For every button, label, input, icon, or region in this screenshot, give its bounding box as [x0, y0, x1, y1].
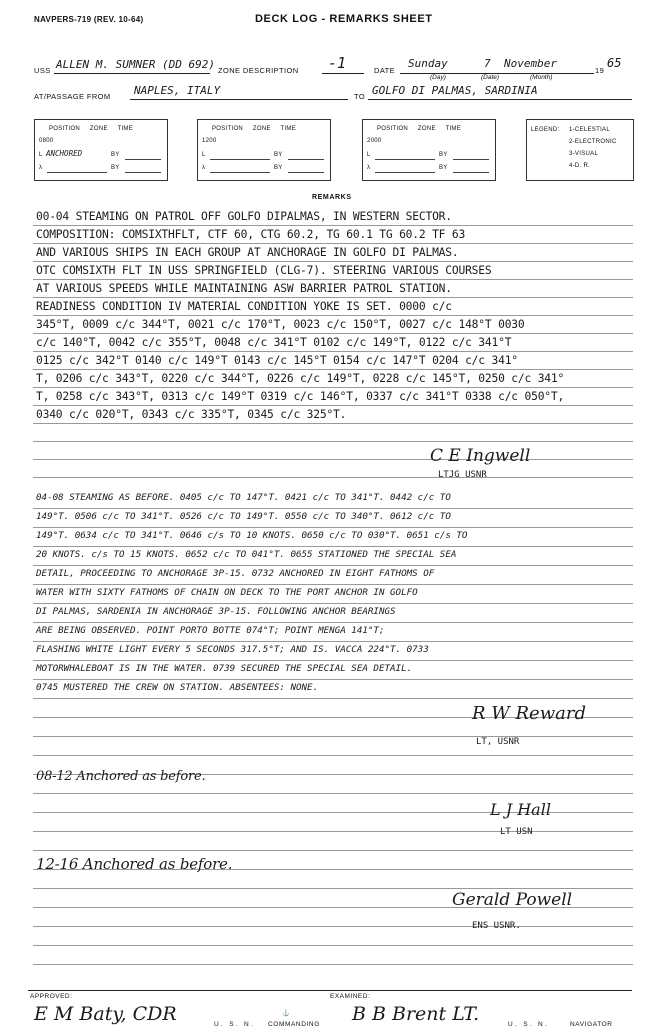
position-box-lambda-label: λ	[367, 165, 371, 171]
zone-field	[322, 56, 364, 74]
remarks-title: REMARKS	[312, 194, 352, 201]
ruled-line	[33, 641, 633, 642]
approved-usn: U. S. N.	[214, 1021, 256, 1028]
position-box-l-label: L	[367, 152, 371, 158]
ruled-line	[33, 441, 633, 442]
examined-signature: B B Brent LT.	[352, 1003, 480, 1025]
from-field	[130, 82, 348, 100]
signature-0812: L J Hall	[490, 800, 551, 819]
position-box-head: POSITION ZONE TIME	[377, 126, 462, 132]
position-box-by-line	[453, 159, 489, 160]
date-day: Sunday	[408, 57, 448, 70]
examined-role: NAVIGATOR	[570, 1021, 613, 1028]
legend-item: 3-VISUAL	[569, 151, 599, 157]
legend-item: 1-CELESTIAL	[569, 127, 610, 133]
position-box-by2-line	[288, 172, 324, 173]
signature-0004: C E Ingwell	[430, 446, 531, 466]
position-box-l-line	[375, 159, 435, 160]
log-line: 0340 c/c 020°T, 0343 c/c 335°T, 0345 c/c 325°T.	[36, 408, 347, 421]
ruled-line	[33, 584, 633, 585]
ruled-line	[33, 279, 633, 280]
examined-usn: U. S. N.	[508, 1021, 550, 1028]
log-line: ARE BEING OBSERVED. POINT PORTO BOTTE 074°T; POINT MENGA 141°T;	[36, 625, 385, 636]
ruled-line	[33, 565, 633, 566]
ruled-line	[33, 225, 633, 226]
ruled-line	[33, 369, 633, 370]
approved-label: APPROVED:	[30, 993, 73, 1000]
position-box-by2-line	[125, 172, 161, 173]
position-box-by2-line	[453, 172, 489, 173]
zone-label: ZONE DESCRIPTION	[218, 66, 299, 75]
legend-item: 2-ELECTRONIC	[569, 139, 617, 145]
to-value: GOLFO DI PALMAS, SARDINIA	[372, 84, 538, 97]
ruled-line	[33, 698, 633, 699]
uss-name-field	[54, 56, 215, 74]
passage-label: AT/PASSAGE FROM	[34, 92, 111, 101]
ruled-line	[33, 423, 633, 424]
position-box-lambda-line	[210, 172, 270, 173]
log-line: AT VARIOUS SPEEDS WHILE MAINTAINING ASW BARRIER PATROL STATION.	[36, 282, 452, 295]
legend-item: 4-D. R.	[569, 163, 591, 169]
anchor-icon: ⚓	[282, 1011, 290, 1017]
log-line: WATER WITH SIXTY FATHOMS OF CHAIN ON DECK TO THE PORT ANCHOR IN GOLFO	[36, 587, 418, 598]
log-line: T, 0258 c/c 343°T, 0313 c/c 149°T 0319 c/c 146°T, 0337 c/c 341°T 0338 c/c 050°T,	[36, 390, 565, 403]
log-line: DI PALMAS, SARDENIA IN ANCHORAGE 3P-15. FOLLOWING ANCHOR BEARINGS	[36, 606, 396, 617]
log-line: OTC COMSIXTH FLT IN USS SPRINGFIELD (CLG-7). STEERING VARIOUS COURSES	[36, 264, 492, 277]
signature-title-0408: LT, USNR	[476, 737, 520, 747]
log-line: READINESS CONDITION IV MATERIAL CONDITION YOKE IS SET. 0000 c/c	[36, 300, 452, 313]
date-caption: (Date)	[481, 74, 500, 81]
ruled-line	[33, 888, 633, 889]
position-box-by-label: BY	[111, 152, 120, 158]
position-box-l-value: ANCHORED	[46, 149, 83, 158]
ruled-line	[33, 736, 633, 737]
position-box-2000	[362, 119, 496, 181]
log-line: 20 KNOTS. c/s TO 15 KNOTS. 0652 c/c TO 041°T. 0655 STATIONED THE SPECIAL SEA	[36, 549, 457, 560]
log-line: 0745 MUSTERED THE CREW ON STATION. ABSENTEES: NONE.	[36, 682, 319, 693]
ruled-line	[33, 315, 633, 316]
signature-title-0812: LT USN	[500, 827, 533, 837]
log-line: T, 0206 c/c 343°T, 0220 c/c 344°T, 0226 c/c 149°T, 0228 c/c 145°T, 0250 c/c 341°	[36, 372, 565, 385]
position-box-time: 0800	[39, 138, 54, 144]
position-box-time: 2000	[367, 138, 382, 144]
log-line: 345°T, 0009 c/c 344°T, 0021 c/c 170°T, 0023 c/c 150°T, 0027 c/c 148°T 0030	[36, 318, 525, 331]
position-box-by-line	[288, 159, 324, 160]
ruled-line	[33, 459, 633, 460]
date-field	[400, 56, 594, 74]
position-box-head: POSITION ZONE TIME	[212, 126, 297, 132]
date-number: 7	[484, 57, 491, 70]
ruled-line	[33, 333, 633, 334]
position-box-lambda-line	[47, 172, 107, 173]
log-line: 00-04 STEAMING ON PATROL OFF GOLFO DIPALMAS, IN WESTERN SECTOR.	[36, 210, 452, 223]
log-line: c/c 140°T, 0042 c/c 355°T, 0048 c/c 341°T 0102 c/c 149°T, 0122 c/c 341°T	[36, 336, 512, 349]
log-line: 0125 c/c 342°T 0140 c/c 149°T 0143 c/c 145°T 0154 c/c 147°T 0204 c/c 341°	[36, 354, 518, 367]
ruled-line	[33, 405, 633, 406]
date-month: November	[504, 57, 557, 70]
ruled-line	[33, 387, 633, 388]
approved-signature: E M Baty, CDR	[34, 1003, 177, 1025]
position-box-lambda-line	[375, 172, 435, 173]
signature-1216: Gerald Powell	[452, 890, 573, 910]
year-suffix: 65	[607, 56, 622, 70]
date-label: DATE	[374, 66, 396, 75]
ruled-line	[33, 831, 633, 832]
signature-title-0004: LTJG USNR	[438, 470, 487, 480]
log-line: FLASHING WHITE LIGHT EVERY 5 SECONDS 317.5°T; AND IS. VACCA 224°T. 0733	[36, 644, 429, 655]
month-caption: (Month)	[530, 74, 553, 81]
position-box-lambda-label: λ	[39, 165, 43, 171]
position-box-by2-label: BY	[439, 165, 448, 171]
approved-role: COMMANDING	[268, 1021, 320, 1028]
ruled-line	[33, 926, 633, 927]
from-value: NAPLES, ITALY	[134, 84, 221, 97]
ruled-line	[33, 243, 633, 244]
ruled-line	[33, 297, 633, 298]
ruled-line	[33, 622, 633, 623]
footer-rule	[28, 990, 632, 991]
to-label: TO	[354, 92, 366, 101]
ruled-line	[33, 850, 633, 851]
ruled-line	[33, 755, 633, 756]
ruled-line	[33, 793, 633, 794]
position-box-time: 1200	[202, 138, 217, 144]
log-line: COMPOSITION: COMSIXTHFLT, CTF 60, CTG 60.2, TG 60.1 TG 60.2 TF 63	[36, 228, 466, 241]
position-box-0800	[34, 119, 168, 181]
position-box-head: POSITION ZONE TIME	[49, 126, 134, 132]
log-line: 12-16 Anchored as before.	[36, 855, 233, 873]
ruled-line	[33, 679, 633, 680]
ruled-line	[33, 964, 633, 965]
log-line: 04-08 STEAMING AS BEFORE. 0405 c/c TO 147°T. 0421 c/c TO 341°T. 0442 c/c TO	[36, 492, 451, 503]
signature-0408: R W Reward	[472, 703, 586, 724]
position-box-by2-label: BY	[274, 165, 283, 171]
position-box-l-label: L	[202, 152, 206, 158]
ruled-line	[33, 351, 633, 352]
ruled-line	[33, 546, 633, 547]
log-line: AND VARIOUS SHIPS IN EACH GROUP AT ANCHORAGE IN GOLFO DI PALMAS.	[36, 246, 459, 259]
to-field	[368, 82, 632, 100]
log-line: MOTORWHALEBOAT IS IN THE WATER. 0739 SECURED THE SPECIAL SEA DETAIL.	[36, 663, 413, 674]
position-box-by-label: BY	[439, 152, 448, 158]
position-box-by2-label: BY	[111, 165, 120, 171]
log-line: 149°T. 0634 c/c TO 341°T. 0646 c/s TO 10 KNOTS. 0650 c/c TO 030°T. 0651 c/s TO	[36, 530, 468, 541]
legend-title: LEGEND:	[531, 127, 560, 133]
legend-box	[526, 119, 634, 181]
log-line: DETAIL, PROCEEDING TO ANCHORAGE 3P-15. 0732 ANCHORED IN EIGHT FATHOMS OF	[36, 568, 435, 579]
ruled-line	[33, 508, 633, 509]
position-box-lambda-label: λ	[202, 165, 206, 171]
zone-value: -1	[328, 54, 347, 72]
log-line: 149°T. 0506 c/c TO 341°T. 0526 c/c TO 149°T. 0550 c/c TO 340°T. 0612 c/c TO	[36, 511, 451, 522]
examined-label: EXAMINED:	[330, 993, 371, 1000]
log-line: 08-12 Anchored as before.	[36, 769, 206, 784]
position-box-1200	[197, 119, 331, 181]
uss-label: USS	[34, 66, 51, 75]
ruled-line	[33, 660, 633, 661]
sheet-title: DECK LOG - REMARKS SHEET	[255, 13, 433, 25]
ruled-line	[33, 261, 633, 262]
position-box-l-label: L	[39, 152, 43, 158]
year-prefix: 19	[595, 66, 605, 75]
position-box-by-label: BY	[274, 152, 283, 158]
ruled-line	[33, 603, 633, 604]
ruled-line	[33, 527, 633, 528]
day-caption: (Day)	[430, 74, 446, 81]
signature-title-1216: ENS USNR.	[472, 921, 521, 931]
form-id: NAVPERS-719 (REV. 10-64)	[34, 15, 144, 24]
position-box-by-line	[125, 159, 161, 160]
ruled-line	[33, 477, 633, 478]
uss-name-value: ALLEN M. SUMNER (DD 692)	[56, 58, 215, 71]
position-box-l-line	[210, 159, 270, 160]
ruled-line	[33, 945, 633, 946]
